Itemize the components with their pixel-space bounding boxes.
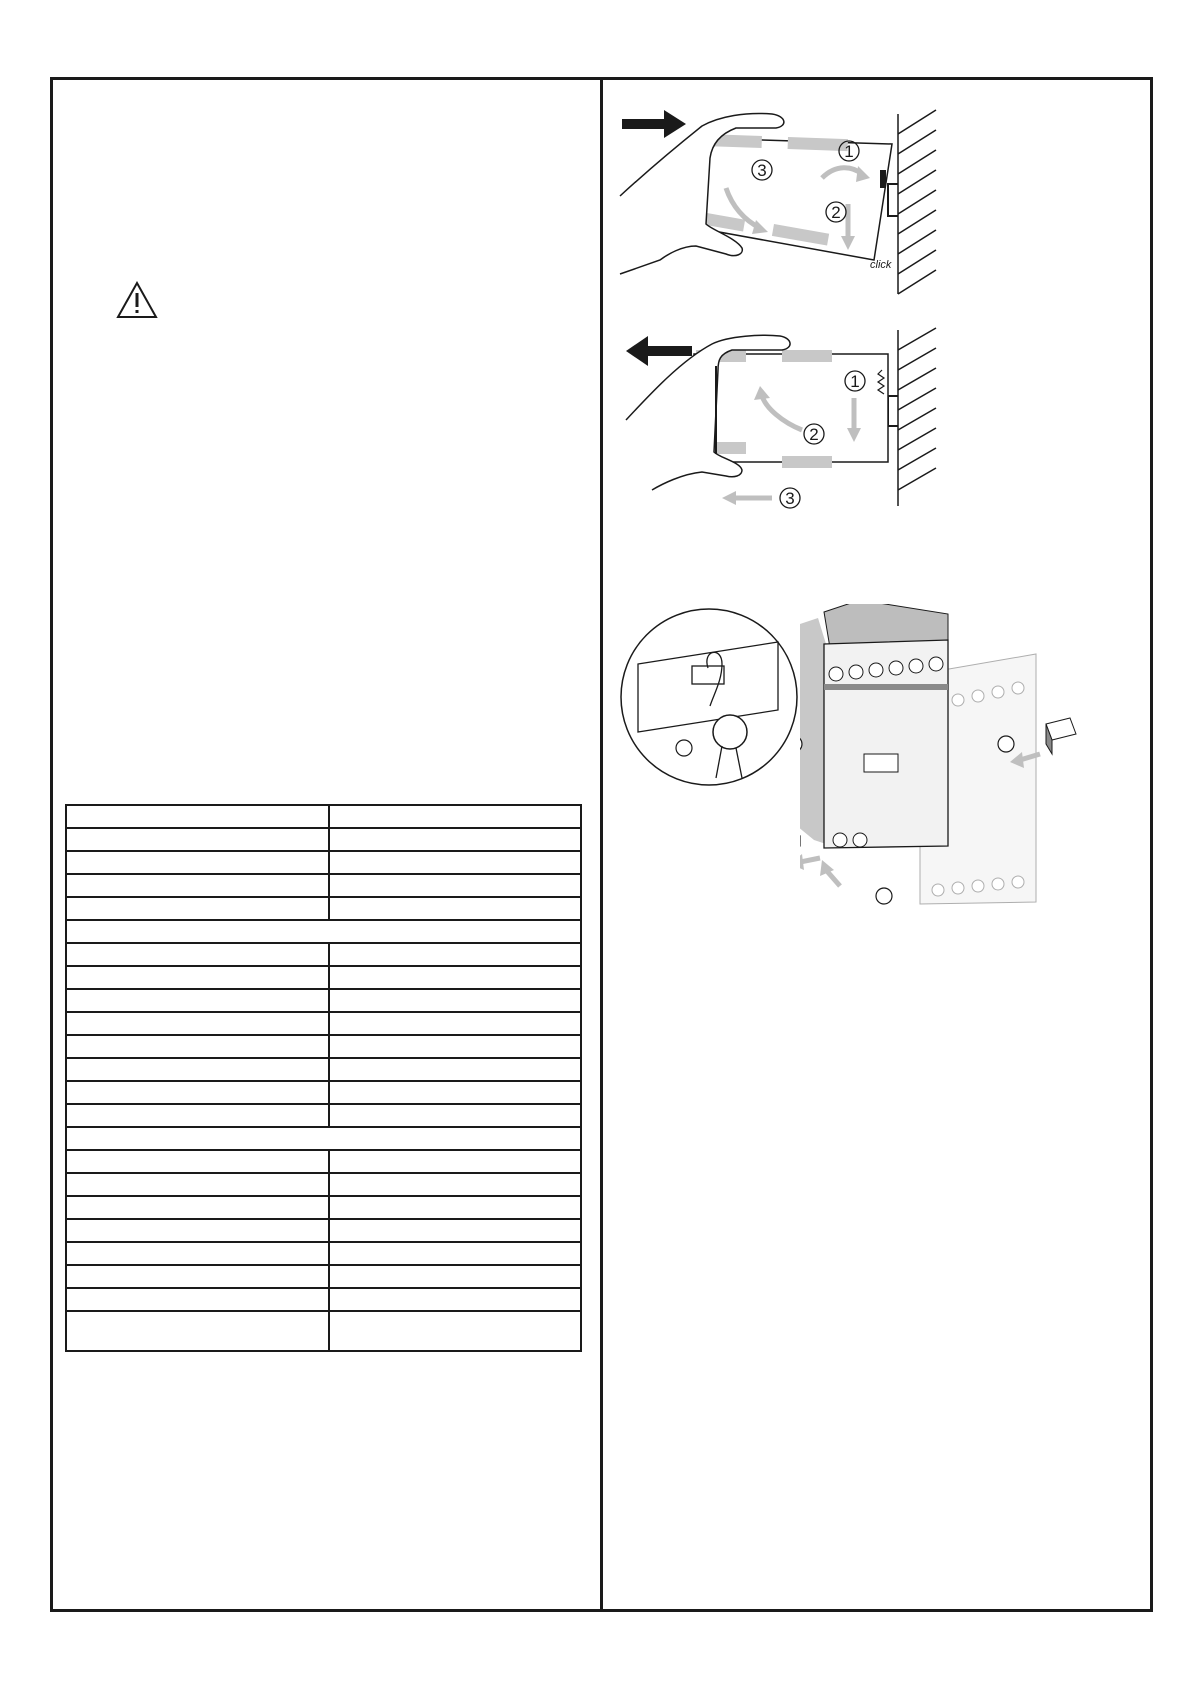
din-rail bbox=[888, 396, 898, 426]
table-cell bbox=[66, 989, 329, 1012]
table-cell bbox=[66, 1035, 329, 1058]
table-row bbox=[66, 943, 581, 966]
table-row bbox=[66, 1150, 581, 1173]
svg-text:2: 2 bbox=[831, 203, 841, 222]
table-cell bbox=[66, 1104, 329, 1127]
table-cell bbox=[329, 851, 581, 874]
table-cell bbox=[66, 943, 329, 966]
table-cell bbox=[66, 966, 329, 989]
svg-text:3: 3 bbox=[757, 161, 767, 180]
table-row bbox=[66, 828, 581, 851]
table-row bbox=[66, 989, 581, 1012]
table-cell bbox=[329, 1311, 581, 1351]
click-label: click bbox=[870, 259, 892, 271]
callout-marker bbox=[676, 740, 692, 756]
table-cell bbox=[66, 1288, 329, 1311]
table-cell bbox=[66, 897, 329, 920]
table-cell bbox=[329, 1196, 581, 1219]
table-cell bbox=[66, 874, 329, 897]
table-cell bbox=[329, 805, 581, 828]
table-cell bbox=[66, 1242, 329, 1265]
table-cell bbox=[329, 1058, 581, 1081]
table-cell bbox=[66, 1058, 329, 1081]
column-divider bbox=[600, 77, 603, 1612]
table-cell bbox=[329, 1219, 581, 1242]
table-row bbox=[66, 1311, 581, 1351]
table-cell bbox=[329, 1265, 581, 1288]
table-cell bbox=[66, 1150, 329, 1173]
table-section-row bbox=[66, 1127, 581, 1150]
table-cell bbox=[66, 805, 329, 828]
din-rail bbox=[888, 184, 898, 216]
table-cell bbox=[329, 1173, 581, 1196]
sealing-detail-figure bbox=[618, 606, 800, 788]
table-cell bbox=[66, 1265, 329, 1288]
push-arrow-icon bbox=[622, 110, 686, 138]
table-cell bbox=[66, 851, 329, 874]
table-row bbox=[66, 1196, 581, 1219]
seal-icon bbox=[713, 715, 747, 749]
table-cell bbox=[329, 1012, 581, 1035]
relay-module bbox=[800, 604, 948, 848]
table-cell bbox=[66, 1196, 329, 1219]
table-row bbox=[66, 1081, 581, 1104]
svg-text:2: 2 bbox=[809, 425, 819, 444]
table-cell bbox=[329, 897, 581, 920]
table-cell bbox=[329, 828, 581, 851]
table-cell bbox=[66, 1311, 329, 1351]
pull-arrow-icon bbox=[626, 336, 692, 366]
table-row bbox=[66, 1173, 581, 1196]
table-cell bbox=[329, 1242, 581, 1265]
table-cell bbox=[66, 1173, 329, 1196]
table-cell bbox=[66, 1012, 329, 1035]
step-3-marker bbox=[780, 488, 800, 508]
table-cell bbox=[329, 966, 581, 989]
table-row bbox=[66, 1035, 581, 1058]
table-row bbox=[66, 1219, 581, 1242]
wall-hatch bbox=[898, 110, 936, 294]
table-cell bbox=[66, 1219, 329, 1242]
table-cell bbox=[66, 920, 581, 943]
table-row bbox=[66, 1012, 581, 1035]
din-rail-mounting-figure bbox=[616, 104, 946, 300]
table-cell bbox=[66, 1127, 581, 1150]
table-row bbox=[66, 897, 581, 920]
table-cell bbox=[329, 1104, 581, 1127]
table-row bbox=[66, 851, 581, 874]
svg-text:1: 1 bbox=[850, 372, 860, 391]
table-section-row bbox=[66, 920, 581, 943]
table-cell bbox=[66, 1081, 329, 1104]
callout-marker bbox=[876, 888, 892, 904]
table-row bbox=[66, 1265, 581, 1288]
table-row bbox=[66, 1058, 581, 1081]
table-row bbox=[66, 1104, 581, 1127]
callout-marker bbox=[998, 736, 1014, 752]
table-row bbox=[66, 874, 581, 897]
table-cell bbox=[329, 1288, 581, 1311]
table-cell bbox=[329, 874, 581, 897]
table-row bbox=[66, 1288, 581, 1311]
relay-accessory-assembly-figure bbox=[800, 604, 1082, 912]
table-row bbox=[66, 1242, 581, 1265]
table-row bbox=[66, 805, 581, 828]
wall-hatch bbox=[898, 328, 936, 506]
table-cell bbox=[329, 1035, 581, 1058]
din-rail-dismounting-figure bbox=[622, 326, 946, 510]
table-cell bbox=[329, 943, 581, 966]
table-cell bbox=[329, 1081, 581, 1104]
table-row bbox=[66, 966, 581, 989]
svg-text:1: 1 bbox=[844, 142, 854, 161]
table-cell bbox=[329, 1150, 581, 1173]
svg-text:3: 3 bbox=[785, 489, 795, 508]
specification-table bbox=[65, 804, 582, 1352]
auxiliary-clip bbox=[1046, 718, 1076, 754]
warning-triangle-icon bbox=[116, 281, 158, 319]
table-cell bbox=[66, 828, 329, 851]
table-cell bbox=[329, 989, 581, 1012]
